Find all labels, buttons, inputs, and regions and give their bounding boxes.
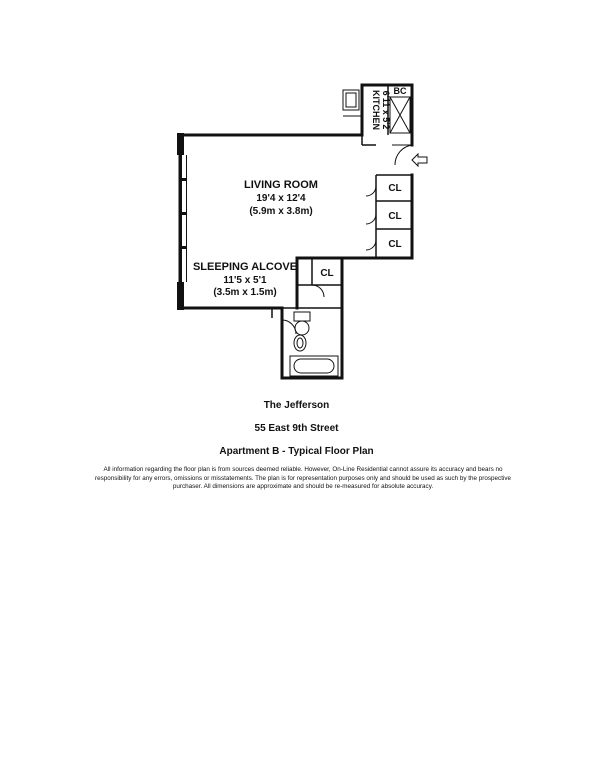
- closet-label: CL: [388, 211, 402, 222]
- bc-label: BC: [393, 86, 407, 96]
- closet-label: CL: [388, 183, 402, 194]
- disclaimer: All information regarding the floor plan is from sources deemed reliable. However, On-Line Residential cannot assure its accuracy and bears no responsibility for any errors, omissions or misstatements. The plan is for representation purposes only and should be used as such by the prospective purchaser. All dimensions are approximate and should be re-measured for absolute accuracy.: [94, 466, 512, 491]
- alcove-metric: (3.5m x 1.5m): [213, 287, 277, 298]
- alcove-name: SLEEPING ALCOVE: [192, 261, 298, 273]
- living-room-name: LIVING ROOM: [244, 179, 318, 191]
- living-room-metric: (5.9m x 3.8m): [249, 206, 313, 217]
- entry-arrow-icon: [412, 154, 427, 166]
- alcove-dims: 11'5 x 5'1: [223, 275, 267, 286]
- plan-title: Apartment B - Typical Floor Plan: [219, 446, 374, 457]
- address: 55 East 9th Street: [254, 423, 339, 434]
- building-name: The Jefferson: [263, 400, 330, 411]
- bathroom-fixtures: [290, 312, 338, 376]
- living-room-dims: 19'4 x 12'4: [256, 193, 306, 204]
- kitchen-dims: 6'11 x 5'2: [381, 90, 391, 130]
- closet-label: CL: [388, 239, 402, 250]
- closet-label: CL: [320, 268, 334, 279]
- kitchen-name: KITCHEN: [371, 90, 381, 130]
